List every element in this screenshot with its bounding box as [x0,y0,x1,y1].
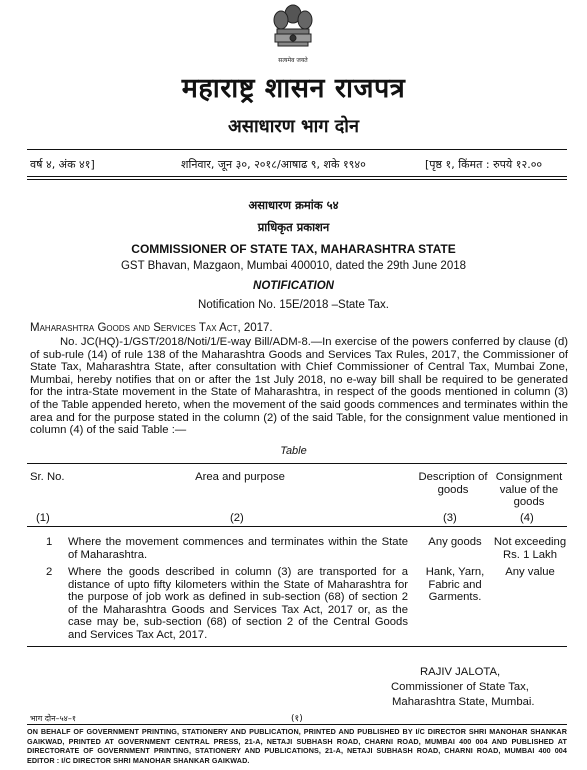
table-header-area: Area and purpose [195,471,285,483]
divider [27,149,567,150]
table-bottom-rule [27,646,567,647]
table-header-value: Consignment value of the goods [495,471,563,509]
table-row-area: Where the movement commences and terminates within the State of Maharashtra. [68,536,408,561]
gazette-subtitle: असाधारण भाग दोन [228,116,359,137]
column-number: (4) [520,512,534,524]
price: [पृष्ठ १, किंमत : रुपये १२.०० [425,158,543,171]
svg-text:सत्यमेव जयते: सत्यमेव जयते [278,57,308,64]
issue-date: शनिवार, जून ३०, २०१८/आषाढ ९, शके १९४० [181,158,366,171]
signatory-name: RAJIV JALOTA, [420,666,501,678]
page-number: (१) [291,714,303,724]
table-header-rule [27,526,567,527]
column-number: (1) [36,512,50,524]
printer-imprint: ON BEHALF OF GOVERNMENT PRINTING, STATIONERY AND PUBLICATION, PRINTED AND PUBLISHED BY I/C DIRECTOR SHRI MANOHAR SHANKAR GAIKWAD, PRINTED AT GOVERNMENT CENTRAL PRESS, 21-A, NETAJI SUBHASH ROAD, CHARNI ROAD, MUMBAI 400 004 AND PUBLISHED AT DIRECTORATE OF GOVERNMENT PRINTING, STATIONERY AND PUBLICATIONS, 21-A, NETAJI SUBHASH ROAD, CHARNI ROAD, MUMBAI 400 004 EDITOR : I/C DIRECTOR SHRI MANOHAR SHANKAR GAIKWAD. [27,727,567,765]
signatory-designation: Commissioner of State Tax, [391,681,529,693]
state-emblem-icon [267,2,319,72]
table-row-goods: Hank, Yarn, Fabric and Garments. [425,566,485,604]
act-title: Maharashtra Goods and Services Tax Act, 2017. [30,322,273,334]
divider [27,724,567,725]
column-number: (3) [443,512,457,524]
issuing-authority: COMMISSIONER OF STATE TAX, MAHARASHTRA STATE [131,242,456,256]
table-row-goods: Any goods [428,536,482,548]
table-row-area: Where the goods described in column (3) are transported for a distance of upto fifty kilometers within the State of Maharashtra for the purpose of job work as defined in sub-section (68) of section 2 of the Maharashtra Goods and Services Tax Act, 2017 or, as the case may be, sub-section (68) of section 2 of the Central Goods and Services Tax Act, 2017. [68,566,408,641]
extraordinary-number: असाधारण क्रमांक ५४ [248,198,339,212]
notification-heading: NOTIFICATION [253,280,334,292]
table-row-sr: 2 [46,566,53,578]
table-header-goods: Description of goods [418,471,488,496]
divider [27,176,567,177]
notification-paragraph: No. JC(HQ)-1/GST/2018/Noti/1/E-way Bill/ADM-8.—In exercise of the powers conferred by clause (d) of sub-rule (14) of rule 138 of the Maharashtra Goods and Services Tax Rules, 2017, the Commissioner of State Tax, Maharashtra State, after consultation with Chief Commissioner of Central Tax, Mumbai Zone, Mumbai, hereby notifies that on or after the 1st July 2018, no e-way bill shall be required to be generated for the intra-State movement in the State of Maharashtra, in respect of the goods mentioned in column (3) of the Table appended hereto, when the movement of the said goods commences and terminates within the area and for the purpose stated in the column (2) of the said Table, for the consignment value mentioned in column (4) of the said Table :— [30,336,568,437]
authority-address: GST Bhavan, Mazgaon, Mumbai 400010, dated the 29th June 2018 [120,260,467,272]
gazette-title: महाराष्ट्र शासन राजपत्र [181,73,406,104]
divider [27,179,567,180]
table-row-sr: 1 [46,536,53,548]
table-row-value: Not exceeding Rs. 1 Lakh [493,536,567,561]
page-code: भाग दोन–५४–१ [30,714,76,723]
table-header-sr: Sr. No. [30,471,65,483]
notification-number: Notification No. 15E/2018 –State Tax. [198,299,389,311]
column-number: (2) [230,512,244,524]
table-caption: Table [280,445,307,457]
table-row-value: Any value [505,566,555,578]
authorised-publication: प्राधिकृत प्रकाशन [257,220,330,234]
volume-number: वर्ष ४, अंक ४१] [30,158,95,171]
signatory-office: Maharashtra State, Mumbai. [392,696,535,708]
table-top-rule [27,463,567,464]
